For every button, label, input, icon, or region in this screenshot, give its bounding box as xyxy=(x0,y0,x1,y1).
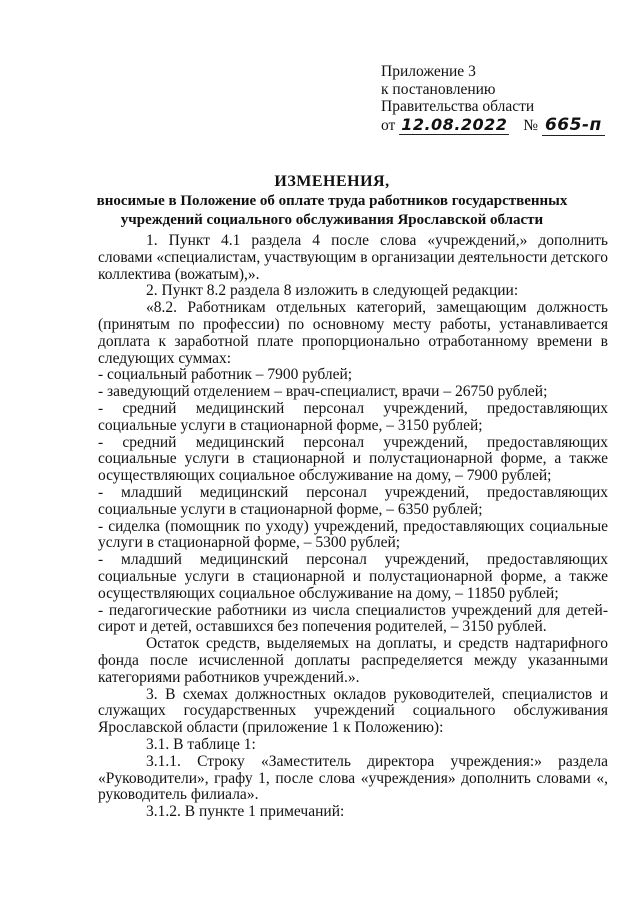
list-item: - младший медицинский персонал учреждений, предоставляющих социальные услуги в стационарной форме, – 6350 рублей; xyxy=(98,483,608,518)
paragraph-3-1-1: 3.1.1. Строку «Заместитель директора учреждения:» раздела «Руководители», графу 1, после слова «учреждения» дополнить словами «, руководитель филиала». xyxy=(98,752,608,804)
document-title: ИЗМЕНЕНИЯ, xyxy=(274,173,390,190)
list-item: - педагогические работники из числа специалистов учреждений для детей-сирот и детей, оставшихся без попечения родителей, – 3150 рублей. xyxy=(98,601,608,636)
list-item: - сиделка (помощник по уходу) учреждений, предоставляющих социальные услуги в стационарной форме, – 5300 рублей; xyxy=(98,517,608,552)
appendix-header xyxy=(381,63,621,134)
date-prefix: от xyxy=(381,116,396,134)
paragraph-3-1-2: 3.1.2. В пункте 1 примечаний: xyxy=(146,803,345,821)
paragraph-2: 2. Пункт 8.2 раздела 8 изложить в следующей редакции: xyxy=(146,282,519,300)
document-body xyxy=(98,233,608,821)
list-item: - средний медицинский персонал учреждений, предоставляющих социальные услуги в стационарной форме, – 3150 рублей; xyxy=(98,399,608,434)
number-sign: № xyxy=(523,116,539,134)
document-title-block xyxy=(92,172,572,230)
paragraph-remainder: Остаток средств, выделяемых на доплаты, и средств надтарифного фонда после исчисленной доплаты распределяется между указанными категориями работников учреждений.». xyxy=(98,635,608,686)
document-subtitle: вносимые в Положение об оплате труда работников государственных учреждений социального обслуживания Ярославской области xyxy=(96,193,568,228)
resolution-reference: к постановлению xyxy=(381,80,496,98)
list-item: - заведующий отделением – врач-специалист, врачи – 26750 рублей; xyxy=(98,383,548,401)
paragraph-1: 1. Пункт 4.1 раздела 4 после слова «учреждений,» дополнить словами «специалистам, участвующим в организации деятельности детского коллектива (вожатым),». xyxy=(98,232,608,283)
date-number-line xyxy=(381,116,621,135)
handwritten-number: 665-п xyxy=(542,115,605,136)
paragraph-3-1: 3.1. В таблице 1: xyxy=(146,735,256,753)
government-reference: Правительства области xyxy=(381,98,535,115)
list-item: - средний медицинский персонал учреждений, предоставляющих социальные услуги в стационарной и полустационарной форме, а также осуществляющих социальное обслуживание на дому, – 7900 рублей; xyxy=(98,433,608,485)
list-item: - социальный работник – 7900 рублей; xyxy=(98,366,353,384)
appendix-label: Приложение 3 xyxy=(381,63,476,80)
paragraph-3: 3. В схемах должностных окладов руководителей, специалистов и служащих государственных учреждений социального обслуживания Ярославской области (приложение 1 к Положению): xyxy=(98,685,608,737)
paragraph-8-2: «8.2. Работникам отдельных категорий, замещающим должность (принятым по профессии) по основному месту работы, устанавливается доплата к заработной плате пропорционально отработанному времени в следующих суммах: xyxy=(98,299,608,367)
handwritten-date: 12.08.2022 xyxy=(401,114,508,134)
list-item: - младший медицинский персонал учреждений, предоставляющих социальные услуги в стационарной и полустационарной форме, а также осуществляющих социальное обслуживание на дому, – 11850 рублей; xyxy=(98,551,608,602)
